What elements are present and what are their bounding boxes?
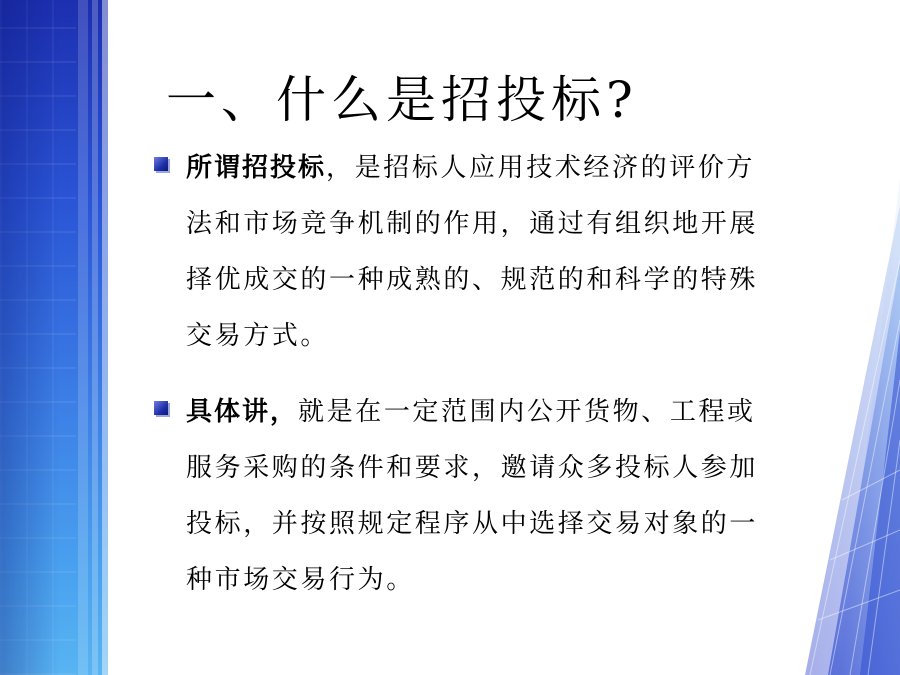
left-stripe (102, 0, 108, 675)
bullet-body: ，是招标人应用技术经济的评价方法和市场竞争机制的作用，通过有组织地开展择优成交的一种成熟的、规范的和科学的特殊交易方式。 (186, 153, 759, 351)
left-stripe (92, 0, 98, 675)
bullet-text (186, 384, 770, 608)
left-shade (0, 0, 60, 675)
left-decorative-band (0, 0, 108, 675)
bullet-text (186, 140, 770, 364)
left-stripe (78, 0, 88, 675)
bullet-body: 就是在一定范围内公开货物、工程或服务采购的条件和要求，邀请众多投标人参加投标，并按照规定程序从中选择交易对象的一种市场交易行为。 (186, 397, 759, 595)
bullet-item (152, 140, 770, 364)
slide-title: 一、什么是招投标? (166, 71, 638, 129)
square-bullet-icon (154, 157, 168, 171)
bullet-term: 所谓招投标 (186, 153, 327, 183)
slide-content (152, 140, 770, 628)
right-decorative-shards (750, 0, 900, 675)
bullet-term: 具体讲， (186, 397, 299, 427)
bullet-item (152, 384, 770, 608)
square-bullet-icon (154, 401, 168, 415)
